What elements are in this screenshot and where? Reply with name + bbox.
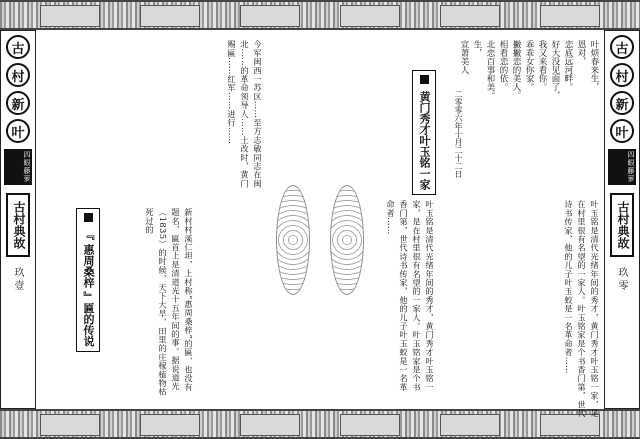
series-char: 叶 (610, 119, 634, 143)
poem-line: 相看恋的依。 (498, 40, 508, 91)
poem-line: 叶烦春来生， (589, 40, 599, 91)
border-panel (140, 5, 200, 27)
poem-line: 恋底远河畔。 (563, 40, 573, 91)
left-page-text-bottom: 新村村溪仁坦，上村称“惠周桑梓”的匾，也没有题名，匾首上是清道光十五年间的事。据说道光（1835）的时候，天下大旱，田里的庄稼植物枯死过的 (145, 208, 194, 397)
heading-suffix: 』匾的传说 (82, 291, 95, 347)
poem-line: 撇撇恋的美人。 (511, 40, 521, 100)
heading-text: 惠周桑梓 (82, 243, 95, 288)
poem-line: 乖乖女你家。 (524, 40, 534, 91)
series-char: 村 (6, 63, 30, 87)
page-number: 玖 零 (616, 267, 627, 291)
scroll-ornament-icon (330, 185, 364, 295)
border-panel (440, 5, 500, 27)
heading-prefix: 『 (82, 228, 95, 240)
right-page-text: 叶玉铭是清代光绪年间的秀才，黄门秀才叶玉铭一家，是在村里很有名望的一家人。叶玉铭家是个书香门第，世代诗书传家，他的儿子叶玉蛟是一名革命者…… (386, 200, 435, 392)
series-char: 叶 (6, 119, 30, 143)
series-char: 村 (610, 63, 634, 87)
left-page (36, 30, 268, 409)
scroll-ornament-icon (276, 185, 310, 295)
border-panel (240, 414, 300, 436)
series-char: 古 (6, 35, 30, 59)
series-char: 新 (6, 91, 30, 115)
series-title: 古村典故 (6, 193, 30, 257)
series-title: 古村典故 (610, 193, 634, 257)
right-series-column (604, 30, 640, 409)
series-badge: 四眼藤萝 (608, 149, 636, 185)
heading-text: 黄门秀才叶玉铭一家 (418, 90, 431, 190)
poem-line: 北恋百事和美。 (485, 40, 495, 100)
right-page (372, 30, 604, 418)
poem-line: 恩对， (576, 40, 586, 66)
poem-line: 我又来看你。 (537, 40, 547, 91)
poem-line: 宣萧美人 (459, 40, 469, 74)
border-panel (540, 5, 600, 27)
poem-line: 好大没见面了， (550, 40, 560, 100)
border-panel (340, 5, 400, 27)
border-panel (240, 5, 300, 27)
top-decorative-border (0, 0, 640, 30)
page-number: 玖 壹 (12, 267, 23, 291)
border-panel (40, 414, 100, 436)
series-char: 新 (610, 91, 634, 115)
left-series-column (0, 30, 36, 409)
series-badge: 四眼藤萝 (4, 149, 32, 185)
gutter (268, 30, 372, 409)
poem (457, 40, 600, 190)
left-page-text-top: 今军闽西一苏区……至方志敏同志在闽北……的革命领导人……土改时，黄门赐匾……红军……进行…… (227, 40, 263, 188)
date-line: 二零零六年十月二十二日 (454, 90, 463, 178)
poem-line: 生， (472, 40, 482, 57)
border-panel (40, 5, 100, 27)
border-panel (140, 414, 200, 436)
series-char: 古 (610, 35, 634, 59)
article-heading (412, 70, 436, 195)
heading-square-icon (420, 75, 429, 84)
right-page-text-body: 叶玉铭是清代光绪年间的秀才，黄门秀才叶玉铭一家，是在村里很有名望的一家人。叶玉铭家是个书香门第，世代诗书传家，他的儿子叶玉蛟是一名革命者…… (564, 200, 600, 418)
